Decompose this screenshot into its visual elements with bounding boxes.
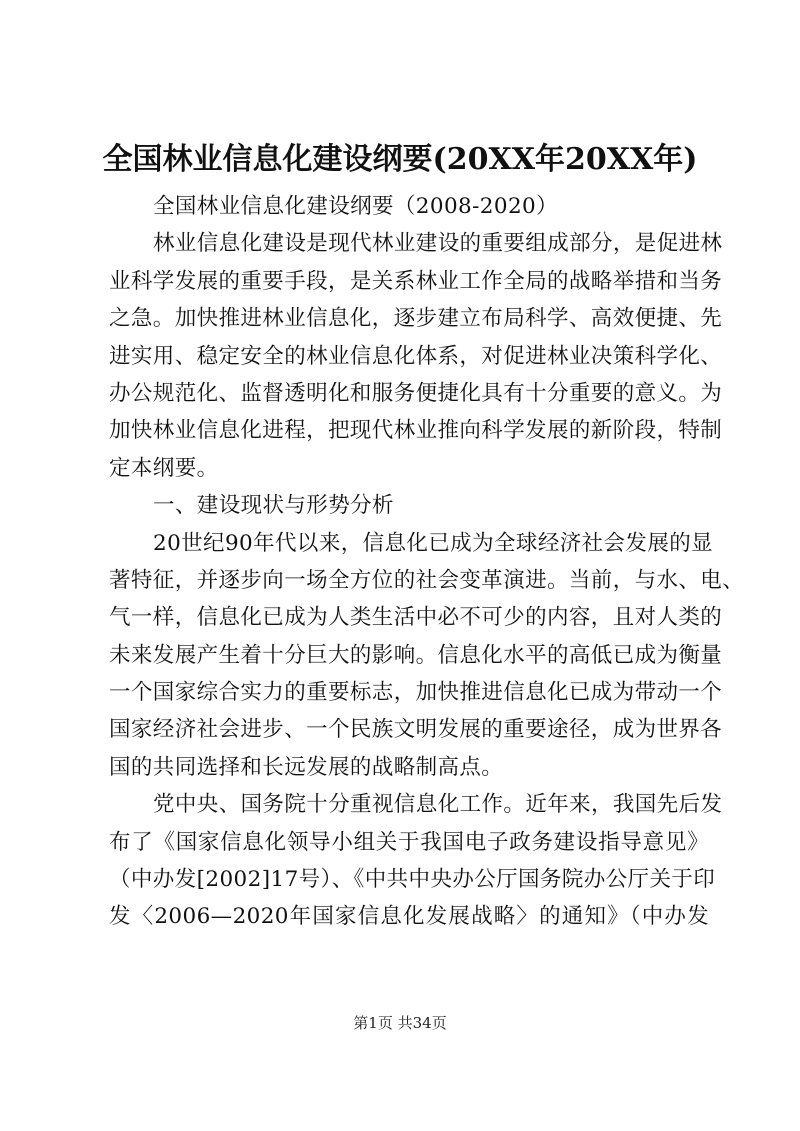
paragraph-line: 定本纲要。 (109, 455, 219, 481)
paragraph-line: 进实用、稳定安全的林业信息化体系，对促进林业决策科学化、 (109, 343, 723, 369)
paragraph-line: 国的共同选择和长远发展的战略制高点。 (109, 754, 504, 780)
paragraph-line: 20世纪90年代以来，信息化已成为全球经济社会发展的显 (153, 530, 714, 556)
section-heading: 一、建设现状与形势分析 (153, 493, 394, 519)
document-title: 全国林业信息化建设纲要(20XX年20XX年) (102, 142, 698, 177)
paragraph-line: 国家经济社会进步、一个民族文明发展的重要途径，成为世界各 (109, 717, 723, 743)
document-body (109, 188, 745, 936)
paragraph-line: 著特征，并逐步向一场全方位的社会变革演进。当前，与水、电、 (109, 567, 745, 593)
paragraph-line: 党中央、国务院十分重视信息化工作。近年来，我国先后发 (153, 792, 723, 818)
paragraph-line: 加快林业信息化进程，把现代林业推向科学发展的新阶段，特制 (109, 418, 723, 444)
paragraph-line: 气一样，信息化已成为人类生活中必不可少的内容，且对人类的 (109, 605, 723, 631)
paragraph-line: （中办发[2002]17号）、《中共中央办公厅国务院办公厅关于印 (109, 867, 716, 893)
paragraph-line: 一个国家综合实力的重要标志，加快推进信息化已成为带动一个 (109, 680, 723, 706)
paragraph-line: 办公规范化、监督透明化和服务便捷化具有十分重要的意义。为 (109, 380, 723, 406)
paragraph-line: 未来发展产生着十分巨大的影响。信息化水平的高低已成为衡量 (109, 642, 723, 668)
page-footer: 第1页 共34页 (353, 1014, 447, 1032)
paragraph-line: 发〈2006—2020年国家信息化发展战略〉的通知》（中办发 (109, 904, 709, 930)
paragraph-line: 布了《国家信息化领导小组关于我国电子政务建设指导意见》 (109, 829, 709, 855)
paragraph-line: 林业信息化建设是现代林业建设的重要组成部分，是促进林 (153, 231, 723, 257)
paragraph-line: 之急。加快推进林业信息化，逐步建立布局科学、高效便捷、先 (109, 306, 723, 332)
subtitle-line: 全国林业信息化建设纲要（2008-2020） (153, 194, 558, 219)
paragraph-line: 业科学发展的重要手段，是关系林业工作全局的战略举措和当务 (109, 268, 723, 294)
